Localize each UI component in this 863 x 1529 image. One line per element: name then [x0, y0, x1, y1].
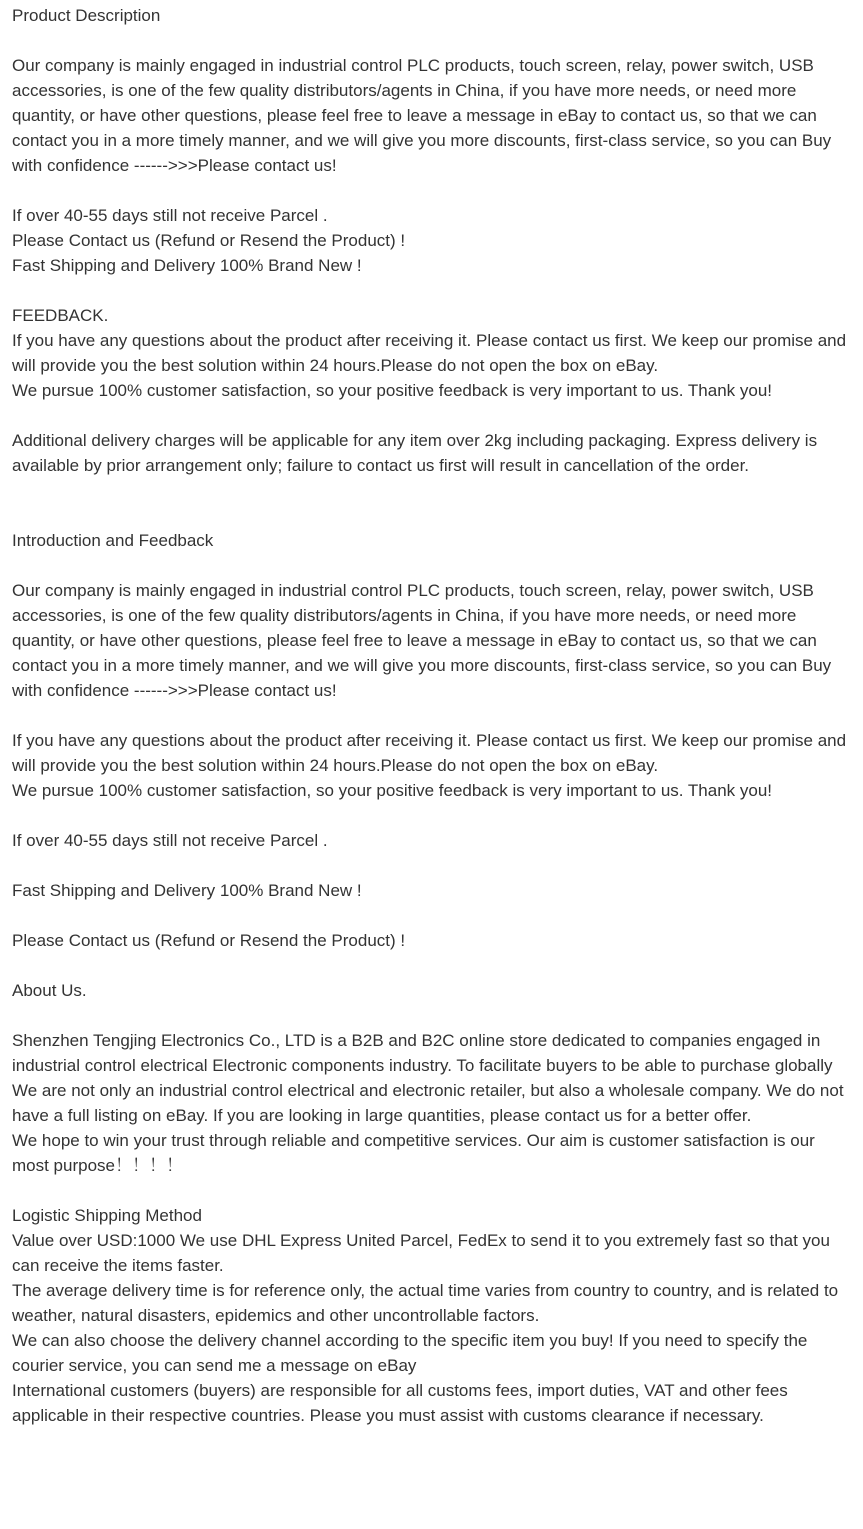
contact-refund-text: Please Contact us (Refund or Resend the Product) !: [12, 931, 406, 950]
spacer: [12, 803, 851, 828]
parcel-notice-text: If over 40-55 days still not receive Parcel .: [12, 831, 328, 850]
spacer: [12, 1003, 851, 1028]
product-description-section: [12, 3, 851, 478]
questions-text: If you have any questions about the product after receiving it. Please contact us first. We keep our promise and will provide you the best solution within 24 hours.Please do not open the box on eBay.: [12, 731, 847, 775]
feedback-satisfaction-text: We pursue 100% customer satisfaction, so your positive feedback is very important to us. Thank you!: [12, 381, 773, 400]
section-heading-product-description: Product Description: [12, 6, 161, 25]
spacer: [12, 403, 851, 428]
wholesale-text: We are not only an industrial control electrical and electronic retailer, but also a wholesale company. We do not have a full listing on eBay. If you are looking in large quantities, please contact us for a better offer.: [12, 1081, 844, 1125]
contact-refund-text: Please Contact us (Refund or Resend the Product) !: [12, 231, 406, 250]
spacer: [12, 28, 851, 53]
spacer: [12, 178, 851, 203]
spacer: [12, 553, 851, 578]
value-over-text: Value over USD:1000 We use DHL Express United Parcel, FedEx to send it to you extremely fast so that you can receive the items faster.: [12, 1231, 830, 1275]
spacer: [12, 1178, 851, 1203]
delivery-channel-text: We can also choose the delivery channel according to the specific item you buy! If you need to specify the courier service, you can send me a message on eBay: [12, 1331, 808, 1375]
spacer: [12, 278, 851, 303]
section-heading-introduction-feedback: Introduction and Feedback: [12, 531, 214, 550]
section-heading-logistics: Logistic Shipping Method: [12, 1206, 202, 1225]
spacer: [12, 478, 851, 528]
company-profile-text: Shenzhen Tengjing Electronics Co., LTD is a B2B and B2C online store dedicated to companies engaged in industrial control electrical Electronic components industry. To facilitate buyers to be able to purchase globally: [12, 1031, 833, 1075]
about-us-section: [12, 978, 851, 1178]
spacer: [12, 903, 851, 928]
parcel-notice-text: If over 40-55 days still not receive Parcel .: [12, 206, 328, 225]
section-heading-about-us: About Us.: [12, 981, 87, 1000]
fast-shipping-text: Fast Shipping and Delivery 100% Brand New !: [12, 881, 362, 900]
feedback-questions-text: If you have any questions about the product after receiving it. Please contact us first. We keep our promise and will provide you the best solution within 24 hours.Please do not open the box on eBay.: [12, 331, 847, 375]
feedback-heading: FEEDBACK.: [12, 306, 109, 325]
spacer: [12, 953, 851, 978]
logistics-section: [12, 1203, 851, 1428]
trust-text: We hope to win your trust through reliable and competitive services. Our aim is customer satisfaction is our most purpose！！！！: [12, 1131, 815, 1175]
fast-shipping-text: Fast Shipping and Delivery 100% Brand New !: [12, 256, 362, 275]
company-intro-paragraph: Our company is mainly engaged in industrial control PLC products, touch screen, relay, power switch, USB accessories, is one of the few quality distributors/agents in China, if you have more needs, or need more quantity, or have other questions, please feel free to leave a message in eBay to contact us, so that we can contact you in a more timely manner, and we will give you more discounts, first-class service, so you can Buy with confidence ------>>>Please contact us!: [12, 56, 832, 175]
introduction-feedback-section: [12, 528, 851, 953]
satisfaction-text: We pursue 100% customer satisfaction, so your positive feedback is very important to us. Thank you!: [12, 781, 773, 800]
customs-fees-text: International customers (buyers) are responsible for all customs fees, import duties, VAT and other fees applicable in their respective countries. Please you must assist with customs clearance if necessary.: [12, 1381, 788, 1425]
spacer: [12, 703, 851, 728]
company-intro-paragraph: Our company is mainly engaged in industrial control PLC products, touch screen, relay, power switch, USB accessories, is one of the few quality distributors/agents in China, if you have more needs, or need more quantity, or have other questions, please feel free to leave a message in eBay to contact us, so that we can contact you in a more timely manner, and we will give you more discounts, first-class service, so you can Buy with confidence ------>>>Please contact us!: [12, 581, 832, 700]
delivery-charges-text: Additional delivery charges will be applicable for any item over 2kg including packaging. Express delivery is available by prior arrangement only; failure to contact us first will result in cancellation of the order.: [12, 431, 818, 475]
spacer: [12, 853, 851, 878]
average-delivery-time-text: The average delivery time is for reference only, the actual time varies from country to country, and is related to weather, natural disasters, epidemics and other uncontrollable factors.: [12, 1281, 839, 1325]
